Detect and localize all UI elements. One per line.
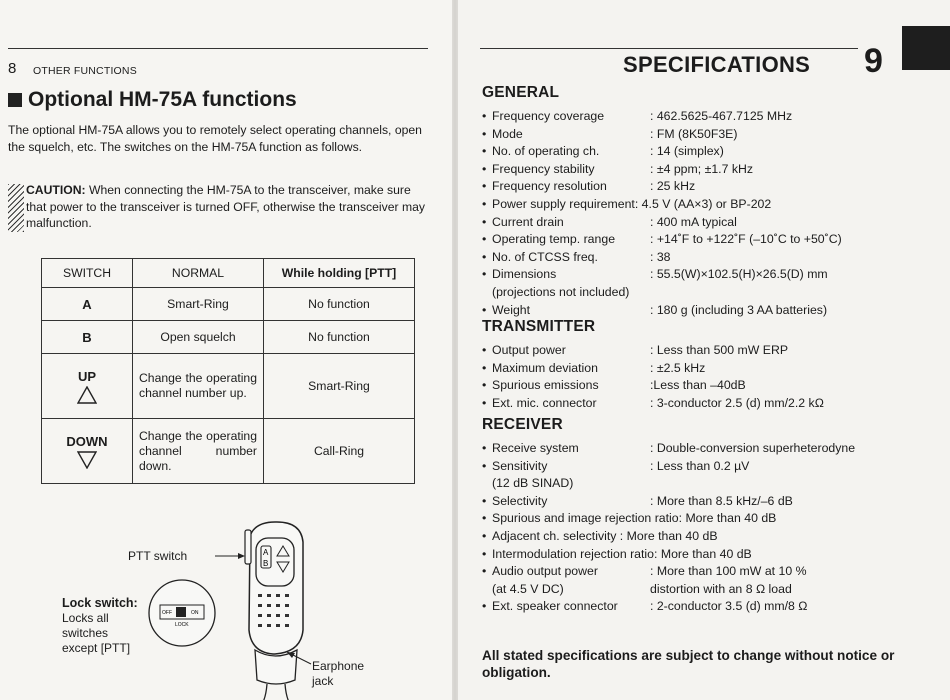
key-b: B — [263, 559, 269, 568]
section-square-icon — [8, 93, 22, 107]
lock-desc-line: switches — [62, 626, 109, 640]
lock-switch-callout — [62, 596, 138, 656]
spec-item: • Ext. speaker connector : 2-conductor 3.5 (d) mm/8 Ω — [482, 598, 922, 616]
lock-off-text: OFF — [162, 610, 172, 616]
specifications-notice: All stated specifications are subject to change without notice or obligation. — [482, 648, 895, 680]
header-rule — [8, 48, 428, 49]
page-number: 8 — [8, 60, 17, 77]
right-page — [458, 0, 950, 700]
spec-item: • Ext. mic. connector : 3-conductor 2.5 (d) mm/2.2 kΩ — [482, 395, 922, 413]
spec-item: • Frequency resolution : 25 kHz — [482, 178, 922, 196]
page-number: 9 — [864, 42, 883, 80]
table-row — [42, 321, 415, 354]
spec-item: • Frequency coverage : 462.5625-467.7125 MHz — [482, 108, 922, 126]
up-triangle-icon — [77, 386, 97, 404]
lock-switch-title: Lock switch: — [62, 596, 138, 610]
lock-desc-line: Locks all — [62, 611, 109, 625]
switch-up: UP — [77, 368, 97, 384]
intro-paragraph: The optional HM-75A allows you to remotely select operating channels, open the squelch, etc. The switches on the HM-75A function as follows. — [8, 123, 422, 154]
general-heading: GENERAL — [482, 84, 560, 101]
spec-item: • Weight : 180 g (including 3 AA batteries) — [482, 302, 922, 320]
lock-desc-line: except [PTT] — [62, 641, 131, 655]
spec-item: • Dimensions : 55.5(W)×102.5(H)×26.5(D) mm — [482, 266, 922, 284]
holding-cell: No function — [264, 288, 415, 321]
audio-note-right: distortion with an 8 Ω load — [650, 581, 792, 596]
switch-a: A — [82, 296, 92, 312]
general-spec-list — [482, 108, 922, 319]
earphone-jack-callout — [312, 659, 364, 689]
earphone-line: jack — [312, 674, 334, 688]
key-a: A — [263, 548, 269, 557]
section-tab-marker — [902, 26, 950, 70]
transmitter-heading: TRANSMITTER — [482, 318, 596, 335]
lock-on-text: ON — [191, 610, 199, 616]
spec-item: • Current drain : 400 mA typical — [482, 214, 922, 232]
spec-item: • Frequency stability : ±4 ppm; ±1.7 kHz — [482, 161, 922, 179]
spec-item: • Maximum deviation : ±2.5 kHz — [482, 360, 922, 378]
spec-item: • Output power : Less than 500 mW ERP — [482, 342, 922, 360]
caution-text — [26, 182, 430, 232]
receiver-heading: RECEIVER — [482, 416, 563, 433]
holding-cell: Call-Ring — [264, 419, 415, 484]
caution-block — [8, 182, 430, 232]
earphone-line: Earphone — [312, 659, 365, 673]
header-rule — [480, 48, 858, 49]
holding-cell: Smart-Ring — [264, 354, 415, 419]
table-row — [42, 288, 415, 321]
spec-item: • Power supply requirement: 4.5 V (AA×3) or BP-202 — [482, 196, 922, 214]
spec-item: • No. of CTCSS freq. : 38 — [482, 249, 922, 267]
section-title-text: Optional HM-75A functions — [28, 88, 297, 111]
table-row — [42, 354, 415, 419]
spec-item: • Intermodulation rejection ratio: More than 40 dB — [482, 546, 922, 564]
spec-item: • Spurious emissions :Less than –40dB — [482, 377, 922, 395]
spec-item: • Adjacent ch. selectivity : More than 40 dB — [482, 528, 922, 546]
normal-cell: Open squelch — [133, 321, 264, 354]
switch-b: B — [82, 329, 92, 345]
spec-item: • Mode : FM (8K50F3E) — [482, 126, 922, 144]
transmitter-spec-list — [482, 342, 922, 412]
left-page — [0, 0, 452, 700]
caution-hatch-icon — [8, 184, 24, 232]
spec-item: • Spurious and image rejection ratio: More than 40 dB — [482, 510, 922, 528]
table-row — [42, 419, 415, 484]
spec-item: • Receive system : Double-conversion superheterodyne — [482, 440, 922, 458]
holding-cell: No function — [264, 321, 415, 354]
dimensions-note: (projections not included) — [492, 284, 630, 299]
header-switch: SWITCH — [42, 259, 133, 288]
caution-label: CAUTION: — [26, 183, 86, 197]
normal-cell: Change the operating channel number up. — [133, 354, 264, 419]
down-triangle-icon — [77, 451, 97, 469]
spec-item: • No. of operating ch. : 14 (simplex) — [482, 143, 922, 161]
normal-cell: Change the operating channel number down. — [133, 419, 264, 484]
section-title — [8, 88, 297, 112]
spec-item: • Sensitivity : Less than 0.2 µV — [482, 458, 922, 476]
spec-item: • Selectivity : More than 8.5 kHz/–6 dB — [482, 493, 922, 511]
caution-body: When connecting the HM-75A to the transceiver, make sure that power to the transceiver is turned OFF, otherwise the transceiver may malfunction. — [26, 183, 425, 230]
spec-item: • Audio output power : More than 100 mW at 10 % — [482, 563, 922, 581]
lock-switch-callout-circle — [147, 578, 217, 648]
switch-down: DOWN — [66, 433, 108, 449]
header-normal: NORMAL — [133, 259, 264, 288]
lock-label-text: LOCK — [175, 622, 189, 628]
page-title: SPECIFICATIONS — [623, 52, 811, 77]
switch-function-table — [41, 258, 415, 484]
header-holding: While holding [PTT] — [264, 259, 415, 288]
section-label: OTHER FUNCTIONS — [33, 65, 137, 77]
audio-note-left: (at 4.5 V DC) — [492, 581, 564, 596]
audio-note — [482, 581, 922, 599]
table-header-row — [42, 259, 415, 288]
sensitivity-note: (12 dB SINAD) — [492, 476, 574, 491]
receiver-spec-list — [482, 440, 922, 616]
ptt-switch-callout: PTT switch — [128, 549, 188, 563]
spec-item: • Operating temp. range : +14˚F to +122˚F (–10˚C to +50˚C) — [482, 231, 922, 249]
normal-cell: Smart-Ring — [133, 288, 264, 321]
